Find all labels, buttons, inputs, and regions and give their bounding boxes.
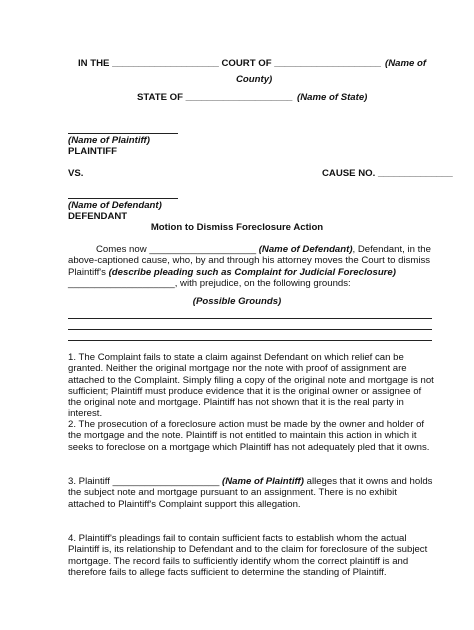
intro-body-text: , Defendant, in the above-captioned cause, who, by and through his attorney moves the Court to dismiss Plaintiff's	[68, 244, 431, 278]
comes-now-text: Comes now ____________________	[96, 244, 257, 255]
intro-ending-text: ____________________, with prejudice, on the following grounds:	[68, 277, 351, 289]
possible-grounds-heading: (Possible Grounds)	[192, 296, 282, 307]
intro-defendant-placeholder: (Name of Defendant)	[258, 244, 353, 255]
grounds-rule-2	[68, 329, 432, 330]
ground-paragraph-1: 1. The Complaint fails to state a claim against Defendant on which relief can be granted. Neither the original mortgage nor the note with proof of assignment are attached to the Complaint. Simply filing a copy of the original note and mortgage is not sufficient; Plaintiff must produce evidence that it is the original owner or assignee of the original note and mortgage. Plaintiff has not shown that it is the real party in interest.	[68, 352, 434, 420]
plaintiff-signature-line	[68, 133, 178, 134]
intro-paragraph	[68, 244, 434, 289]
defendant-signature-line	[68, 198, 178, 199]
court-line: IN THE ____________________ COURT OF ____________________	[78, 58, 381, 69]
ground-paragraph-4: 4. Plaintiff's pleadings fail to contain sufficient facts to establish whom the actual Plaintiff is, its relationship to Defendant and to the claim for foreclosure of the subject mortgage. The record fails to sufficiently identify whom the correct plaintiff is and therefore fails to allege facts sufficient to determine the standing of Plaintiff.	[68, 533, 428, 578]
county-placeholder-end: County)	[236, 74, 273, 85]
ground-paragraph-3	[68, 476, 434, 510]
ground-paragraph-2: 2. The prosecution of a foreclosure action must be made by the owner and holder of the mortgage and the note. Plaintiff is not entitled to maintain this action in which it seeks to foreclose on a mortgage which Plaintiff has not adequately pled that it owns.	[68, 419, 430, 453]
p3-plaintiff-placeholder: (Name of Plaintiff)	[222, 476, 304, 487]
grounds-rule-1	[68, 318, 432, 319]
state-placeholder: (Name of State)	[297, 92, 368, 103]
p3-rest-text: alleges that it owns and holds the subject note and mortgage pursuant to an assignment. There is no exhibit attached to Plaintiff's Complaint support this allegation.	[68, 476, 433, 510]
versus-label: VS.	[68, 168, 84, 179]
pleading-placeholder: (describe pleading such as Complaint for Judicial Foreclosure)	[108, 266, 396, 278]
plaintiff-label: PLAINTIFF	[68, 146, 118, 157]
p3-start-text: 3. Plaintiff ____________________	[68, 476, 220, 487]
cause-number: CAUSE NO. ______________	[322, 168, 453, 179]
defendant-name-placeholder: (Name of Defendant)	[68, 200, 162, 211]
state-line: STATE OF ____________________	[137, 92, 293, 103]
county-placeholder-start: (Name of	[385, 58, 427, 69]
grounds-rule-3	[68, 340, 432, 341]
defendant-label: DEFENDANT	[68, 211, 128, 222]
plaintiff-name-placeholder: (Name of Plaintiff)	[68, 135, 150, 146]
document-title: Motion to Dismiss Foreclosure Action	[150, 222, 324, 233]
